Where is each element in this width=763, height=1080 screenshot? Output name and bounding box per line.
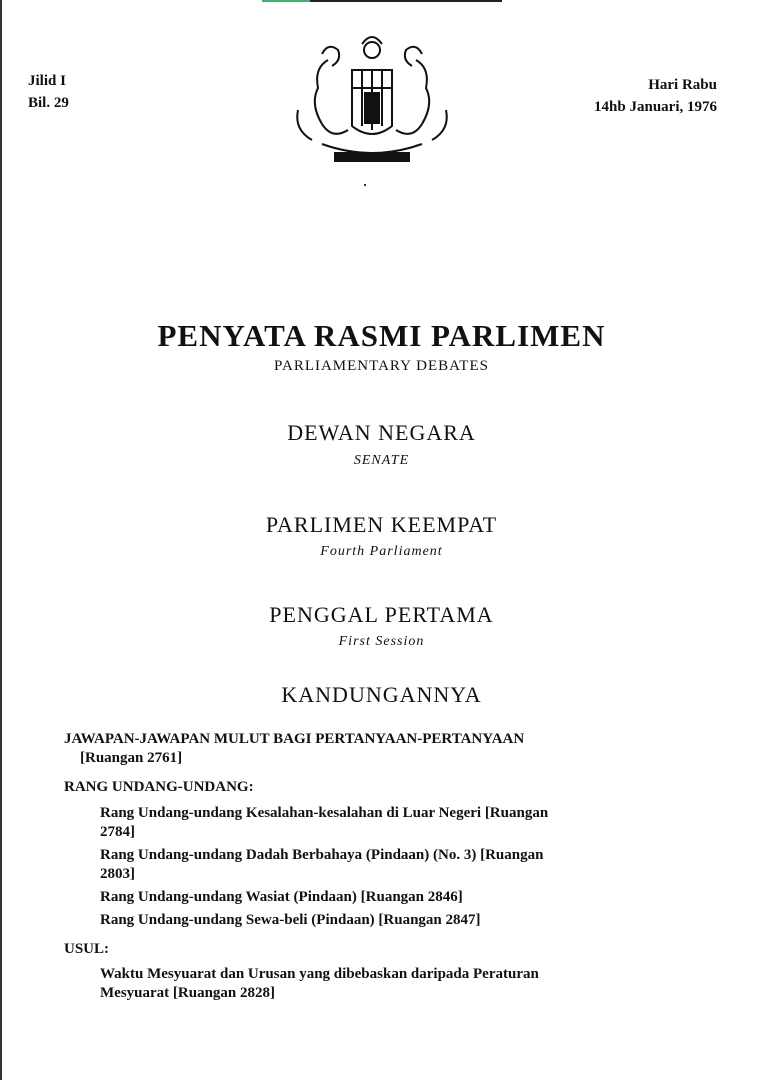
bill-item <box>100 911 670 930</box>
bill-item-line: Rang Undang-undang Wasiat (Pindaan) [Ruangan 2846] <box>100 889 463 905</box>
page-title: PENYATA RASMI PARLIMEN <box>157 318 606 353</box>
date-info <box>594 74 717 118</box>
volume-info <box>28 70 69 114</box>
bill-item-line: Rang Undang-undang Dadah Berbahaya (Pindaan) (No. 3) [Ruangan <box>100 847 544 863</box>
oral-answers-ref: [Ruangan 2761] <box>80 750 183 766</box>
coat-of-arms-icon <box>292 30 452 168</box>
bill-item <box>100 888 670 907</box>
scan-artifact-tick <box>262 0 310 2</box>
day-label: Hari Rabu <box>648 77 717 93</box>
parliament-heading-english: Fourth Parliament <box>320 544 443 559</box>
bills-heading: RANG UNDANG-UNDANG: <box>64 779 254 795</box>
motion-item-ref: Mesyuarat [Ruangan 2828] <box>100 985 275 1001</box>
date-label: 14hb Januari, 1976 <box>594 99 717 115</box>
page-subtitle: PARLIAMENTARY DEBATES <box>274 358 489 374</box>
bill-item <box>100 846 670 884</box>
oral-answers-entry <box>64 730 670 768</box>
parliament-heading: PARLIMEN KEEMPAT <box>265 512 498 537</box>
bill-item-line: Rang Undang-undang Sewa-beli (Pindaan) [Ruangan 2847] <box>100 912 481 928</box>
volume-label: Jilid I <box>28 73 66 89</box>
contents-heading: KANDUNGANNYA <box>281 682 482 707</box>
motions-heading: USUL: <box>64 941 110 957</box>
motion-item-line: Waktu Mesyuarat dan Urusan yang dibebaskan daripada Peraturan <box>100 966 539 982</box>
session-heading-english: First Session <box>338 634 425 649</box>
scan-dot <box>364 184 366 186</box>
page-edge <box>0 0 2 1080</box>
chamber-heading-english: SENATE <box>353 453 410 468</box>
chamber-heading: DEWAN NEGARA <box>287 420 476 445</box>
motion-item <box>100 965 670 1003</box>
bill-item-line: Rang Undang-undang Kesalahan-kesalahan di Luar Negeri [Ruangan <box>100 805 549 821</box>
scan-artifact-line <box>262 0 502 2</box>
bill-item-ref: 2803] <box>100 866 135 882</box>
session-heading: PENGGAL PERTAMA <box>269 602 494 627</box>
issue-number: Bil. 29 <box>28 95 69 111</box>
bill-item <box>100 804 670 842</box>
oral-answers-title: JAWAPAN-JAWAPAN MULUT BAGI PERTANYAAN-PERTANYAAN <box>64 731 525 747</box>
bill-item-ref: 2784] <box>100 824 135 840</box>
